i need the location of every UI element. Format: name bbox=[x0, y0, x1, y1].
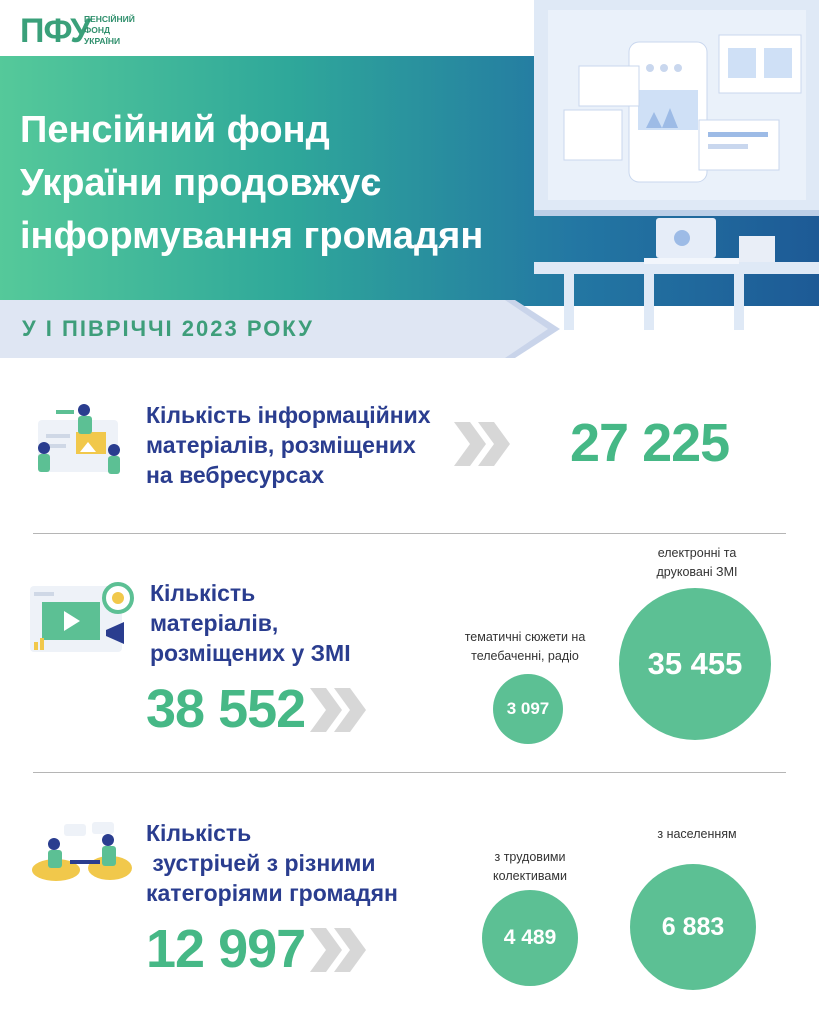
section2-small-caption bbox=[440, 628, 610, 666]
section3-label-line-3: категоріями громадян bbox=[146, 880, 398, 906]
section3-large-circle bbox=[630, 864, 756, 990]
section3-small-caption bbox=[440, 848, 620, 886]
hero-title-line-2: України продовжує bbox=[20, 162, 382, 204]
section2-total: 38 552 bbox=[146, 679, 306, 739]
section2-label bbox=[150, 578, 351, 668]
hero-title-line-1: Пенсійний фонд bbox=[20, 109, 330, 151]
section3-label-line-2: зустрічей з різними bbox=[146, 850, 376, 876]
logo-line-3: УКРАЇНИ bbox=[84, 36, 121, 46]
meeting-illustration bbox=[30, 820, 134, 882]
logo-text bbox=[84, 14, 144, 47]
section3-label bbox=[146, 818, 398, 908]
section2-large-caption bbox=[612, 544, 782, 582]
logo-line-1: ПЕНСІЙНИЙ bbox=[84, 14, 135, 24]
section2-small-caption-line-1: тематичні сюжети на bbox=[464, 630, 586, 644]
section1-label-line-2: матеріалів, розміщених bbox=[146, 432, 416, 458]
section2-small-caption-line-2: телебаченні, радіо bbox=[471, 649, 579, 663]
section2-large-caption-line-1: електронні та bbox=[657, 546, 737, 560]
section3-large-caption-line-1: з населенням bbox=[657, 827, 737, 841]
section3-small-caption-line-2: колективами bbox=[493, 869, 567, 883]
logo-mark: ПФУ bbox=[20, 12, 91, 50]
hero-title bbox=[20, 104, 483, 263]
section2-large-value: 35 455 bbox=[647, 646, 743, 681]
double-chevron-icon bbox=[308, 688, 370, 732]
double-chevron-icon bbox=[308, 928, 370, 972]
section1-total: 27 225 bbox=[570, 413, 730, 473]
hero-title-line-3: інформування громадян bbox=[20, 215, 484, 257]
section1-label-line-1: Кількість інформаційних bbox=[146, 402, 431, 428]
section2-large-circle bbox=[619, 588, 771, 740]
section3-total: 12 997 bbox=[146, 919, 306, 979]
section2-small-value: 3 097 bbox=[506, 699, 550, 718]
web-content-illustration bbox=[28, 398, 128, 482]
double-chevron-icon bbox=[452, 422, 514, 466]
divider-2 bbox=[33, 772, 786, 773]
section3-large-caption bbox=[612, 825, 782, 844]
section1-label bbox=[146, 400, 431, 490]
section3-small-caption-line-1: з трудовими bbox=[494, 850, 566, 864]
section2-label-line-1: Кількість bbox=[150, 580, 256, 606]
divider-1 bbox=[33, 533, 786, 534]
period-label: У І ПІВРІЧЧІ 2023 РОКУ bbox=[22, 316, 314, 341]
section3-small-circle bbox=[482, 890, 578, 986]
media-illustration bbox=[26, 578, 138, 658]
section3-large-value: 6 883 bbox=[661, 912, 725, 941]
section2-label-line-3: розміщених у ЗМІ bbox=[150, 640, 351, 666]
section2-label-line-2: матеріалів, bbox=[150, 610, 279, 636]
section2-large-caption-line-2: друковані ЗМІ bbox=[656, 565, 738, 579]
office-desk-illustration bbox=[534, 0, 819, 330]
section1-label-line-3: на вебресурсах bbox=[146, 462, 325, 488]
logo-line-2: ФОНД bbox=[84, 25, 111, 35]
section2-small-circle bbox=[493, 674, 563, 744]
section3-small-value: 4 489 bbox=[503, 926, 557, 949]
section3-label-line-1: Кількість bbox=[146, 820, 252, 846]
